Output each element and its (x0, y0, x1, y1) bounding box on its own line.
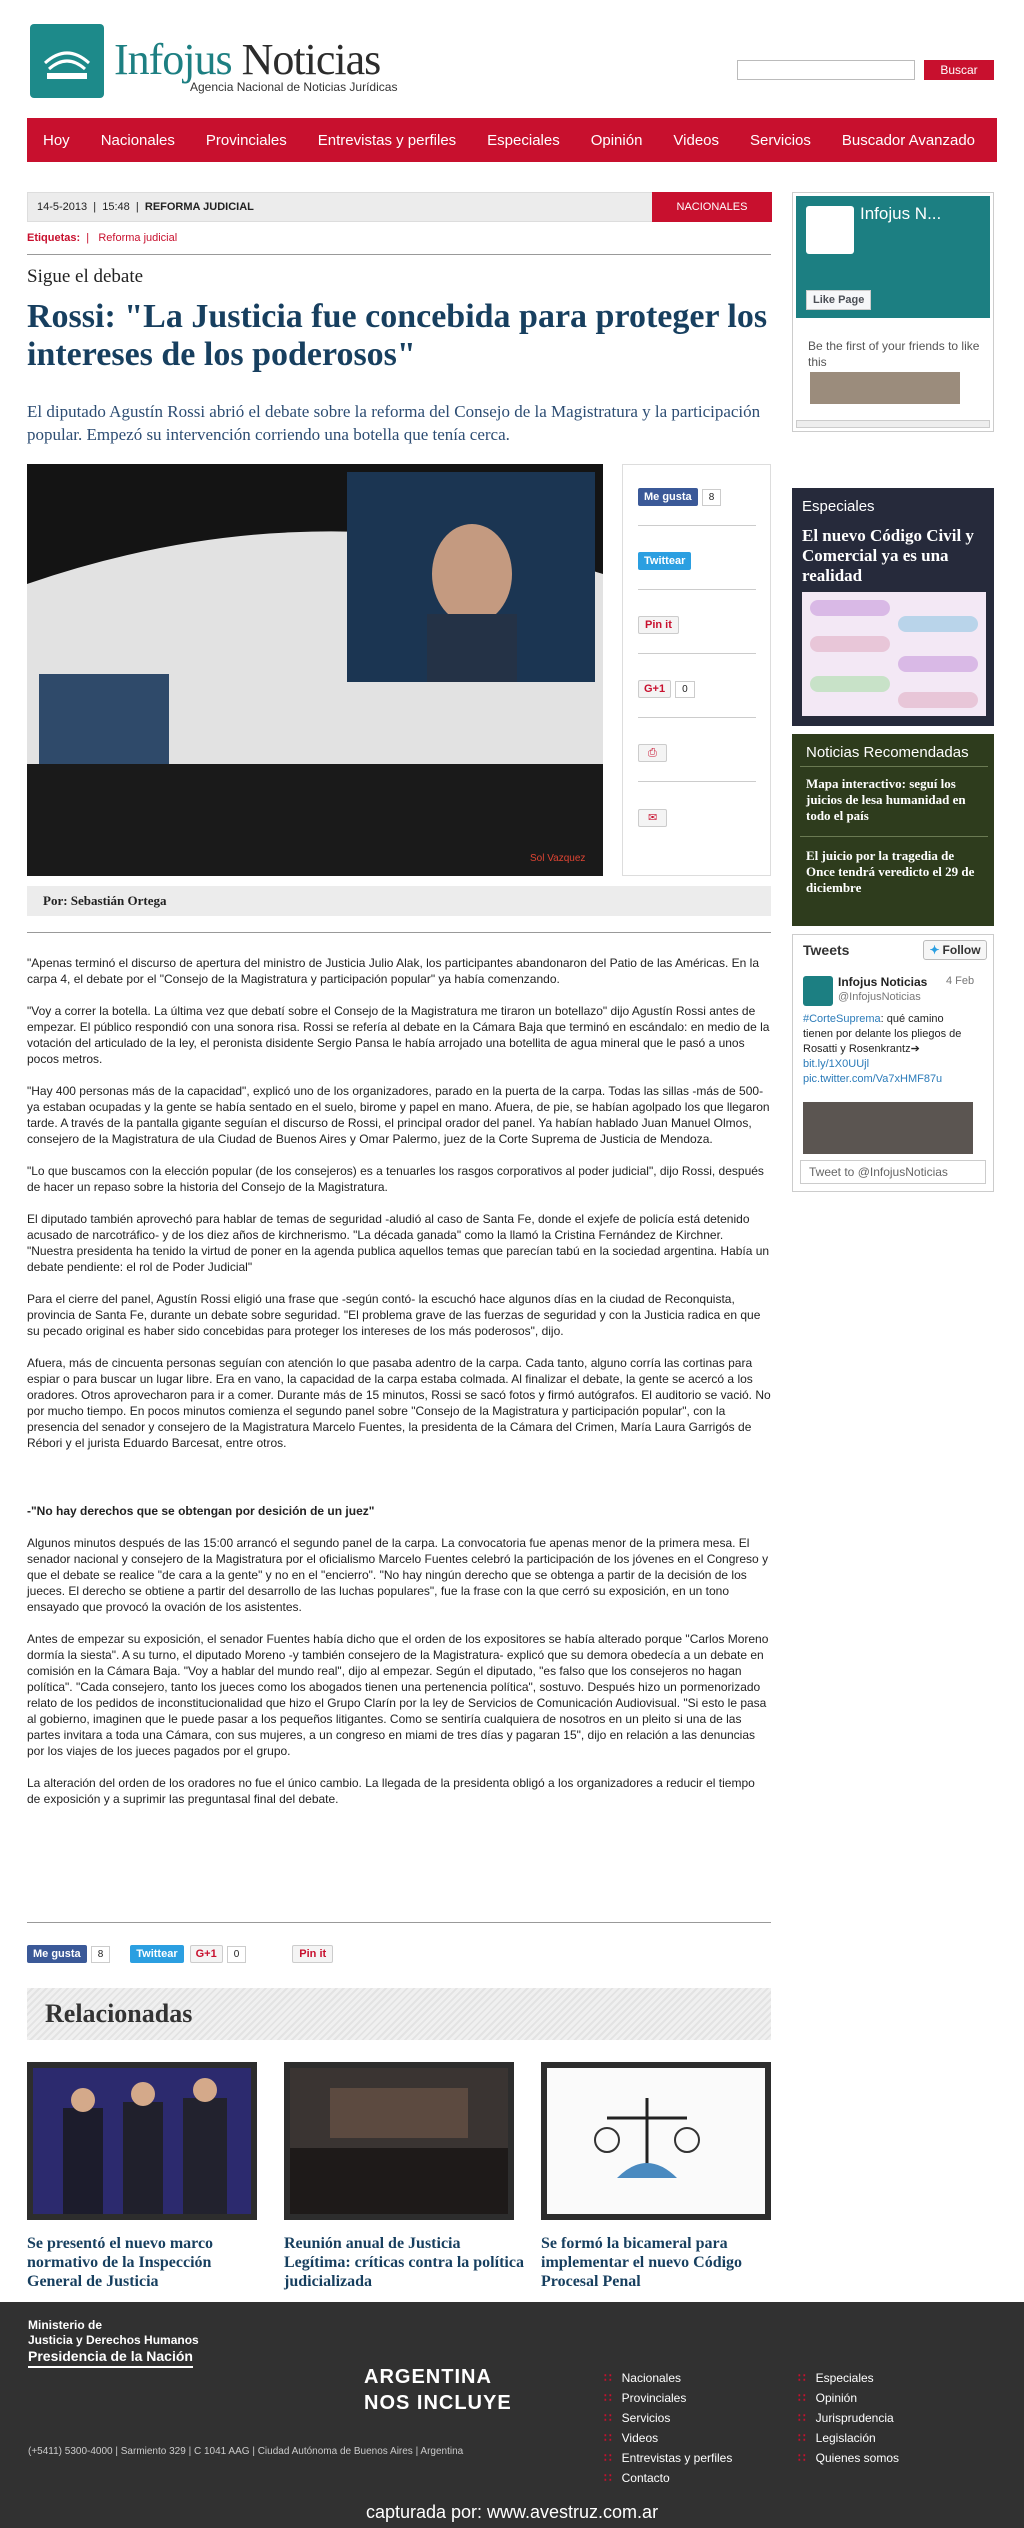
share-bar-bottom (27, 1945, 333, 1963)
page-avatar (806, 206, 854, 254)
paragraph: "Lo que buscamos con la elección popular (de los consejeros) es a tenuarles los rasgos corporativos al poder judicial", dijo Rossi, después de hacer un repaso sobre la historia del Consejo de la Magistratura. (27, 1164, 764, 1194)
article-lede: El diputado Agustín Rossi abrió el debate sobre la reforma del Consejo de la Magistratura y la participación popular. Empezó su intervención corriendo una botella que tenía cerca. (27, 402, 761, 444)
nav-item-nacionales[interactable]: Nacionales (100, 131, 175, 149)
paragraph: La alteración del orden de los oradores no fue el único cambio. La llegada de la presidenta obligó a los organizadores a reducir el tiempo de exposición y a suprimir las preguntasal final del debate. (27, 1776, 755, 1806)
paragraph: Algunos minutos después de las 15:00 arrancó el segundo panel de la carpa. La convocatoria fue apenas menor de la primera mesa. El senador nacional y consejero de la Magistratura por el oficialismo Marcelo Fuentes celebró la participación de los jóvenes en el Congreso y que el debate se realice "de cara a la gente" y no en el "encierro". "No hay ningún derecho que se obtenga a partir de la decisión de los jueces. El derecho se obtiene a partir del desarrollo de las luchas populares", fue la frase con la que cerró su exposición, en un tono ensayado que provocó la ovación de los asistentes. (27, 1536, 769, 1614)
article-kicker: Sigue el debate (27, 266, 144, 287)
fb-like-page-button[interactable] (806, 290, 871, 310)
tweet-body: : qué camino tienen por delante los pliegos de Rosatti y Rosenkrantz➔ (803, 1013, 962, 1055)
recommended-item[interactable]: El juicio por la tragedia de Once tendrá veredicto el 29 de diciembre (806, 848, 975, 895)
google-plus-button[interactable]: G+1 (190, 1945, 223, 1963)
footer-link[interactable]: ∷ Entrevistas y perfiles (604, 2448, 732, 2468)
tweet-image[interactable] (803, 1102, 973, 1154)
related-thumbnail[interactable] (541, 2062, 771, 2220)
tweet-avatar[interactable] (803, 976, 833, 1006)
facebook-like-button[interactable]: Me gusta (638, 488, 698, 506)
paragraph: Antes de empezar su exposición, el senador Fuentes había dicho que el orden de los expositores se había alterado porque "Carlos Moreno dormía la siesta". A su turno, el diputado Moreno -y también consejero de la Magistratura- explicó que su demora obedecía a un debate en comisión en la Cámara Baja. "Voy a hablar del mundo real", dijo al empezar. Según el diputado, "es falso que los consejeros no hagan política". "Cada consejero, tanto los jueces como los abogados tienen una pertenencia política", sostuvo. Después hizo un pormenorizado relato de los pedidos de inconstitucionalidad que hizo el Grupo Clarín por la ley de Servicios de Comunicación Audiovisual. "Si esto le pasa al gobierno, imaginen que le puede pasar a los pequeños litigantes. Como se sentiría cualquiera de nosotros en un pleito si una de las partes invitara a toda una Cámara, con sus mujeres, a un congreso en miami de tres días y pagaran 15", dijo en relación a las denuncias por los viajes de los jueces pagados por el grupo. (27, 1632, 769, 1758)
article-author: Por: Sebastián Ortega (27, 886, 771, 916)
tag-link[interactable]: Reforma judicial (98, 232, 178, 244)
nav-item-videos[interactable]: Videos (673, 131, 720, 149)
footer-link[interactable]: ∷ Especiales (798, 2368, 899, 2388)
email-icon[interactable]: ✉ (638, 809, 667, 827)
recommended-box (792, 734, 994, 926)
tweet-hashtag[interactable]: #CorteSuprema (803, 1013, 881, 1025)
site-logo-text[interactable] (114, 34, 380, 85)
follow-label: Follow (942, 943, 981, 957)
search-button[interactable]: Buscar (924, 60, 994, 80)
footer-link[interactable]: ∷ Opinión (798, 2388, 899, 2408)
especiales-heading: Especiales (802, 498, 875, 515)
facebook-like-count: 8 (91, 1946, 111, 1963)
article-photo (27, 464, 603, 876)
related-title[interactable]: Se formó la bicameral para implementar el nuevo Código Procesal Penal (541, 2235, 743, 2290)
search-input[interactable] (737, 60, 915, 80)
footer-links-col-2 (798, 2368, 899, 2468)
footer-link[interactable]: ∷ Servicios (604, 2408, 732, 2428)
nav-item-especiales[interactable]: Especiales (487, 131, 560, 149)
divider (27, 254, 771, 255)
footer-link[interactable]: ∷ Videos (604, 2428, 732, 2448)
twitter-follow-button[interactable] (923, 940, 987, 960)
paragraph: Afuera, más de cincuenta personas seguían con atención lo que pasaba adentro de la carpa. Cada tanto, alguno corría las cortinas para espiar o para buscar un lugar libre. Era en vano, la capacidad de la carpa estaba colmada. Al finalizar el debate, la gente se acercó a los oradores. Otros aprovecharon para ir a comer. Durante más de 15 minutos, Rossi se sacó fotos y firmó autógrafos. El auditorio se vació. No por mucho tiempo. En pocos minutos comienza el segundo panel sobre "Consejo de la Magistratura y participación popular", con la presencia del senador y consejero de la Magistratura Marcelo Fuentes, la presidenta de la Cámara del Crimen, María Laura Garrigós de Rébori y el jurista Eduardo Barcesat, entre otros. (27, 1356, 771, 1450)
fb-like-page-label: Like Page (813, 294, 865, 306)
tags-row: Etiquetas: | Reforma judicial (27, 232, 178, 244)
logo-word-2: Noticias (241, 35, 381, 84)
logo-word-1: Infojus (114, 35, 232, 84)
nav-item-provinciales[interactable]: Provinciales (205, 131, 287, 149)
tweet-text (803, 1012, 973, 1087)
footer-link[interactable]: ∷ Legislación (798, 2428, 899, 2448)
article-subheading: -"No hay derechos que se obtengan por desición de un juez" (27, 1504, 375, 1518)
related-title[interactable]: Se presentó el nuevo marco normativo de la Inspección General de Justicia (27, 2235, 214, 2290)
main-nav (27, 118, 997, 162)
nav-item-servicios[interactable]: Servicios (750, 131, 811, 149)
footer-links-col-1 (604, 2368, 732, 2488)
nav-item-hoy[interactable]: Hoy (43, 131, 70, 149)
especiales-image[interactable] (802, 592, 986, 716)
tweet-link[interactable]: pic.twitter.com/Va7xHMF87u (803, 1073, 943, 1085)
print-icon[interactable]: ⎙ (638, 744, 667, 762)
related-heading: Relacionadas (27, 1988, 771, 2040)
site-tagline: Agencia Nacional de Noticias Jurídicas (190, 80, 398, 94)
divider (638, 589, 756, 590)
ministry-line-2: Justicia y Derechos Humanos (28, 2333, 199, 2347)
friend-avatars (810, 372, 960, 404)
presidencia-label: Presidencia de la Nación (28, 2348, 193, 2368)
article-meta-bar: 14-5-2013 | 15:48 | REFORMA JUDICIAL (27, 192, 771, 222)
pinterest-button[interactable]: Pin it (638, 616, 679, 634)
paragraph: "Voy a correr la botella. La última vez que debatí sobre el Consejo de la Magistratura me tiraron un botellazo" dijo Agustín Rossi antes de empezar. El público respondió con una sonora risa. Rossi se refería al debate en la Cámara Baja que terminó en escándalo: en medio de la votación del articulado de la ley, el peronista disidente Sergio Pansa le había arrojado una botellita de agua mineral que le pasó a unos pocos metros. (27, 1004, 770, 1066)
capture-credit: capturada por: www.avestruz.com.ar (365, 2502, 659, 2522)
section-badge[interactable]: NACIONALES (652, 192, 772, 222)
fb-social-text: Be the first of your friends to like this (808, 339, 980, 369)
article-date: 14-5-2013 (37, 201, 88, 213)
paragraph: El diputado también aprovechó para hablar de temas de seguridad -aludió al caso de Santa Fe, donde el exjefe de policía está detenido acusado de narcotráfico- y de los diez años de kirchnerismo. "La década ganada" como la llamó la Cristina Fernández de Kirchner. "Nuestra presidenta ha tenido la virtud de poner en la agenda publica aquellos temas que parecían tabú en la sociedad argentina. Había un debate pendiente: el rol de Poder Judicial" (27, 1212, 770, 1274)
tweet-handle: @InfojusNoticias (838, 991, 921, 1003)
facebook-like-button[interactable]: Me gusta (27, 1945, 87, 1963)
divider (638, 525, 756, 526)
tweet-date[interactable]: 4 Feb (946, 975, 975, 987)
tweet-to-input[interactable]: Tweet to @InfojusNoticias (800, 1160, 986, 1184)
divider (800, 766, 988, 767)
footer-address: (+5411) 5300-4000 | Sarmiento 329 | C 1041 AAG | Ciudad Autónoma de Buenos Aires | Argentina (28, 2446, 464, 2457)
tags-label: Etiquetas: (27, 232, 81, 244)
tweet-button[interactable]: Twittear (638, 552, 691, 570)
related-thumbnail[interactable] (27, 2062, 257, 2220)
twitter-bird-icon: ✦ (929, 943, 940, 957)
divider (27, 1922, 771, 1923)
logo-icon[interactable] (30, 24, 104, 98)
related-title[interactable]: Reunión anual de Justicia Legítima: críticas contra la política judicializada (284, 2235, 524, 2290)
widget-scrollbar[interactable] (796, 420, 990, 428)
especiales-title[interactable]: El nuevo Código Civil y Comercial ya es una realidad (802, 526, 974, 585)
tweet-author[interactable]: Infojus Noticias (838, 975, 928, 989)
footer-link[interactable]: ∷ Provinciales (604, 2388, 732, 2408)
recommended-item[interactable]: Mapa interactivo: seguí los juicios de lesa humanidad en todo el país (806, 776, 966, 823)
divider (638, 781, 756, 782)
divider (638, 653, 756, 654)
paragraph: "Apenas terminó el discurso de apertura del ministro de Justicia Julio Alak, los participantes abandonaron del Patio de las Américas. En la carpa 4, el debate por el "Consejo de la Magistratura y participación popular" ya había comenzando. (27, 956, 759, 986)
facebook-page-cover[interactable] (796, 196, 990, 318)
divider (638, 717, 756, 718)
nav-item-buscador[interactable]: Buscador Avanzado (841, 131, 976, 149)
article-body (27, 955, 771, 1823)
tweet-link[interactable]: bit.ly/1X0UUjl (803, 1058, 870, 1070)
article-section: REFORMA JUDICIAL (144, 201, 254, 213)
argentina-slogan-line-1: ARGENTINA (364, 2366, 492, 2388)
google-plus-button[interactable]: G+1 (638, 680, 671, 698)
related-thumbnail[interactable] (284, 2062, 514, 2220)
recommended-heading: Noticias Recomendadas (806, 744, 969, 761)
tweets-heading: Tweets (803, 942, 850, 958)
paragraph: "Hay 400 personas más de la capacidad", explicó uno de los organizadores, parado en la puerta de la carpa. Todas las sillas -más de 500- ya estaban ocupadas y la gente se había sentado en el suelo, birome y papel en mano. Afuera, de pie, se habían agolpado los que llegaron tarde. A través de la pantalla gigante seguían el discurso de Rossi, el principal orador del panel. Ya habían hablado Juan Manuel Olmos, consejero de la Magistratura de ula Ciudad de Buenos Aires y Omar Palermo, juez de la Corte Suprema de Justicia de Mendoza. (27, 1084, 770, 1146)
share-panel (622, 464, 771, 876)
footer-link[interactable]: ∷ Jurisprudencia (798, 2408, 899, 2428)
article-title: Rossi: "La Justicia fue concebida para proteger los intereses de los poderosos" (27, 298, 768, 373)
photo-credit: Sol Vazquez (530, 853, 586, 864)
google-plus-count: 0 (227, 1946, 247, 1963)
footer-link[interactable]: ∷ Contacto (604, 2468, 732, 2488)
ministry-name[interactable] (28, 2318, 199, 2348)
footer-link[interactable]: ∷ Nacionales (604, 2368, 732, 2388)
divider (27, 932, 771, 933)
fb-page-name: Infojus N... (860, 204, 942, 223)
tweet-button[interactable]: Twittear (130, 1945, 183, 1963)
nav-item-opinion[interactable]: Opinión (590, 131, 643, 149)
argentina-slogan-line-2: NOS INCLUYE (364, 2392, 512, 2414)
article-time: 15:48 (102, 201, 130, 213)
facebook-like-count: 8 (702, 489, 722, 506)
ministry-line-1: Ministerio de (28, 2318, 103, 2332)
paragraph: Para el cierre del panel, Agustín Rossi eligió una frase que -según contó- la escuchó hace algunos días en la ciudad de Reconquista, provincia de Santa Fe, durante un debate sobre seguridad. "El problema grave de las fuerzas de seguridad y con la Justicia radica en que su pecado original es haber sido concebidas para proteger los intereses de los más poderosos", dijo. (27, 1292, 761, 1338)
footer-link[interactable]: ∷ Quienes somos (798, 2448, 899, 2468)
nav-item-entrevistas[interactable]: Entrevistas y perfiles (317, 131, 457, 149)
divider (800, 836, 988, 837)
google-plus-count: 0 (675, 681, 695, 698)
pinterest-button[interactable]: Pin it (292, 1945, 333, 1963)
